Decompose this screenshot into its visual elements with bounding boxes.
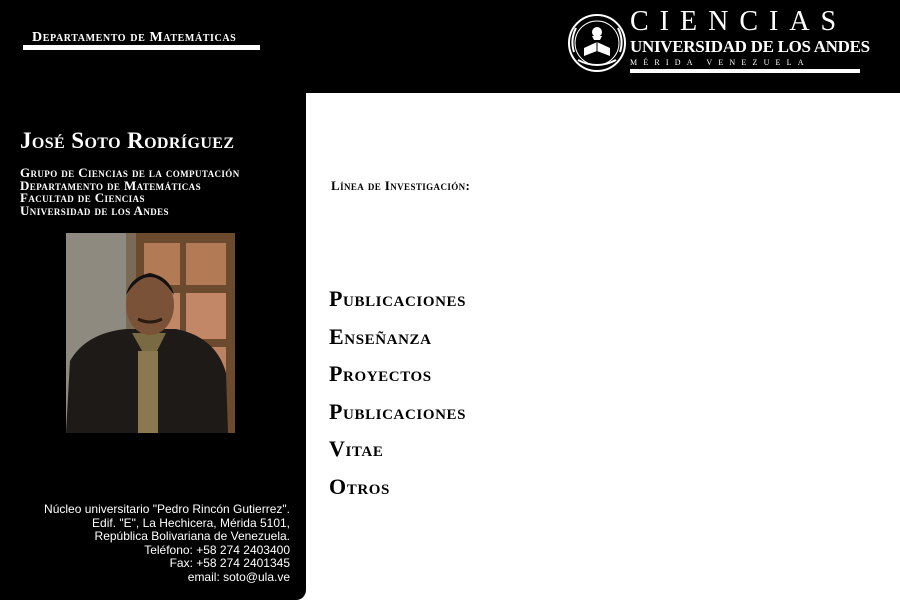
menu-item-proyectos[interactable]: Proyectos (329, 361, 432, 387)
menu-item-ensenanza[interactable]: Enseñanza (329, 323, 432, 349)
logo-location: MÉRIDA VENEZUELA (630, 58, 810, 67)
affiliation-line: Departamento de Matemáticas (20, 177, 201, 193)
main-menu (329, 283, 466, 509)
menu-item-otros[interactable]: Otros (329, 473, 390, 499)
fax-line: Fax: +58 274 2401345 (169, 556, 290, 570)
address-line: República Bolivariana de Venezuela. (94, 529, 290, 543)
menu-item-publicaciones[interactable]: Publicaciones (329, 286, 467, 311)
affiliation-line: Grupo de Ciencias de la computación (20, 165, 240, 180)
person-name: José Soto Rodríguez (20, 128, 235, 153)
address-line: Edif. "E", La Hechicera, Mérida 5101, (92, 515, 290, 530)
profile-photo (66, 233, 235, 433)
address-line: Núcleo universitario "Pedro Rincón Gutierrez". (44, 502, 290, 516)
affiliation-line: Universidad de los Andes (20, 202, 169, 218)
logo-title: CIENCIAS (630, 6, 848, 37)
contact-address (44, 503, 290, 584)
research-line-label: Línea de Investigación: (331, 178, 471, 193)
phone-line: Teléfono: +58 274 2403400 (144, 542, 290, 557)
menu-item-publicaciones-2[interactable]: Publicaciones (329, 398, 467, 424)
affiliation-line: Facultad de Ciencias (20, 190, 145, 205)
ciencias-logo[interactable] (566, 6, 870, 76)
university-crest-icon (566, 12, 628, 74)
department-underline (23, 45, 260, 50)
email-line[interactable]: email: soto@ula.ve (187, 569, 290, 584)
department-link[interactable]: Departamento de Matemáticas (32, 30, 237, 45)
logo-rule (630, 69, 860, 73)
menu-item-vitae[interactable]: Vitae (329, 436, 384, 462)
affiliation-block (20, 167, 240, 217)
logo-subtitle: UNIVERSIDAD DE LOS ANDES (630, 37, 870, 56)
